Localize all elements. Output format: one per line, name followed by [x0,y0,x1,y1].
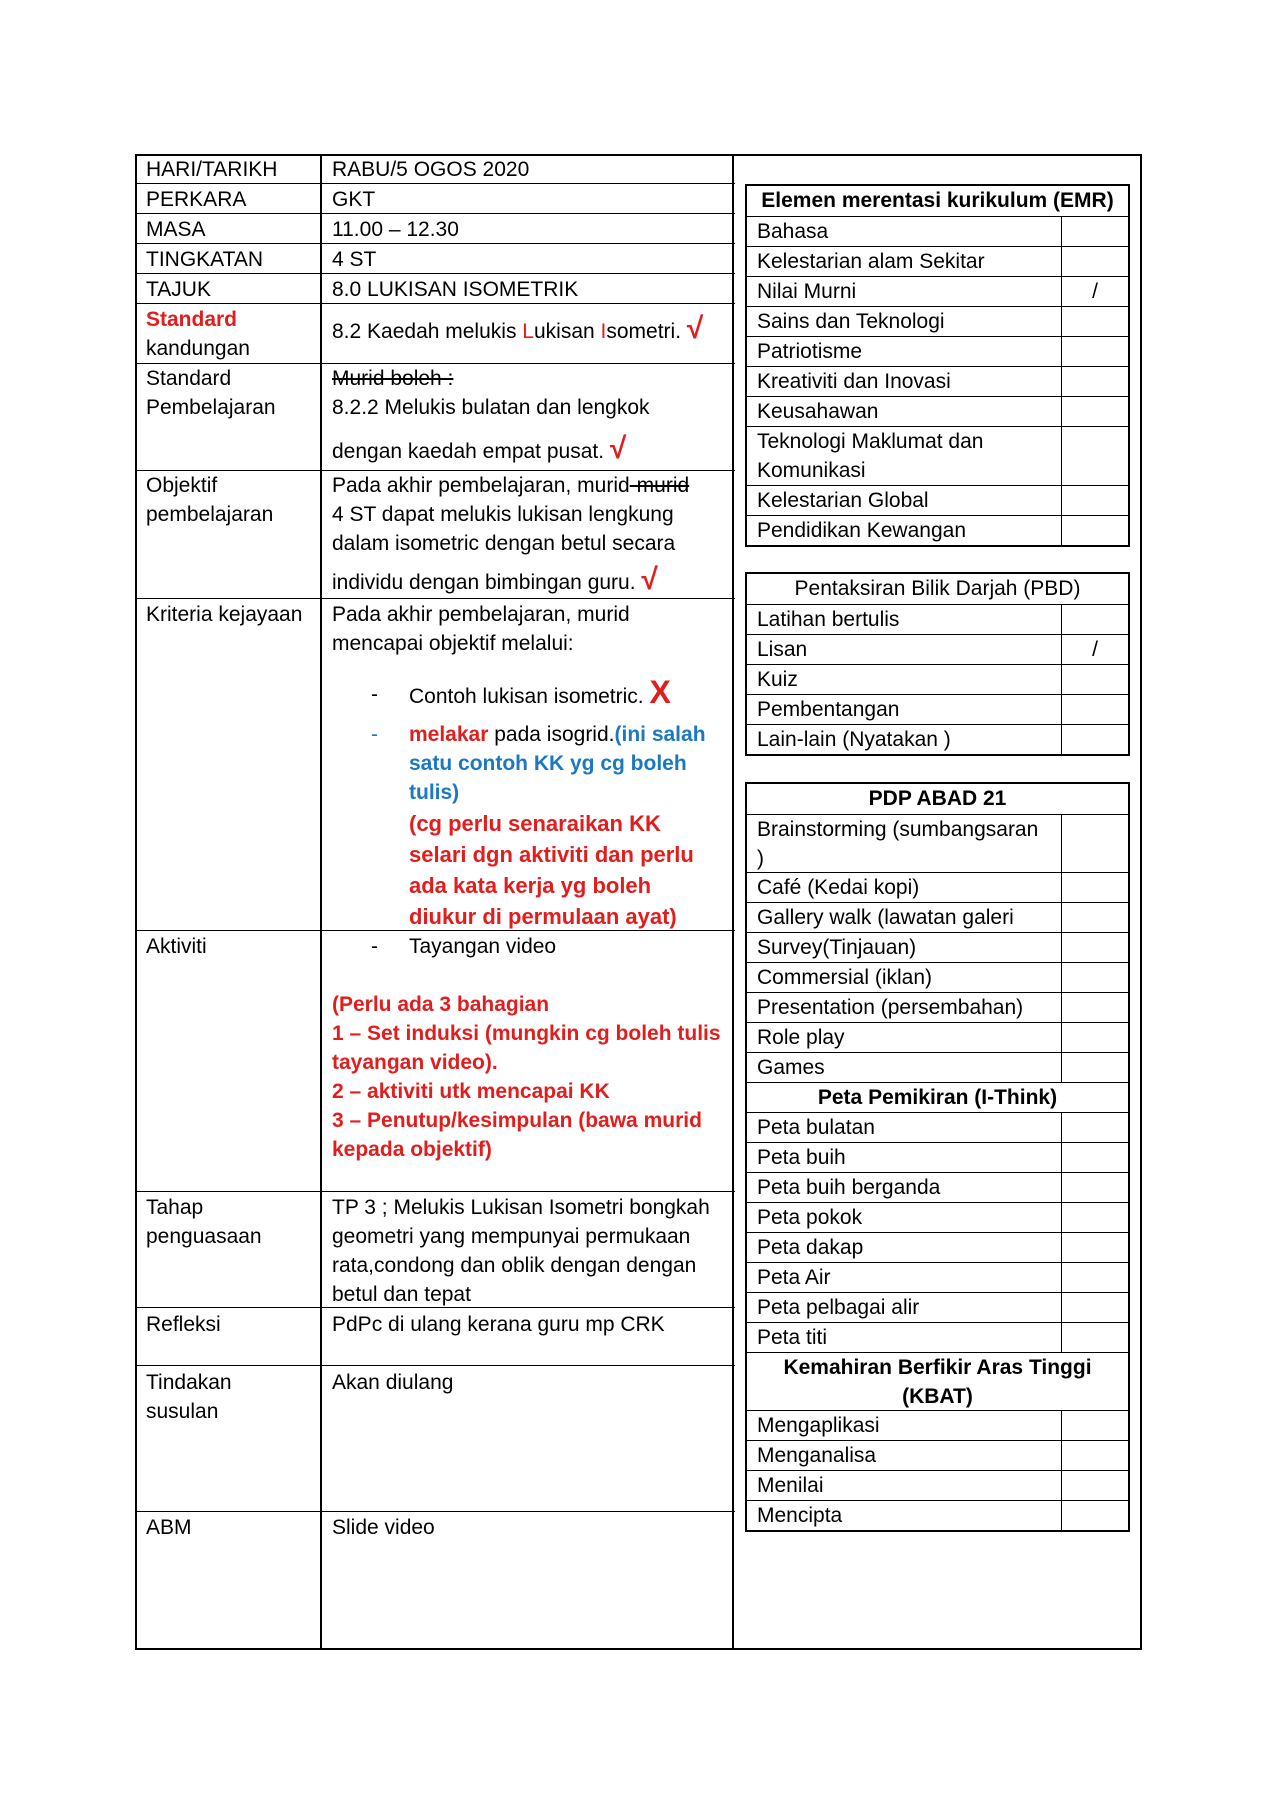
kbat-row: Mengaplikasi [747,1410,1128,1440]
ref-value: PdPc di ulang kerana guru mp CRK [332,1313,665,1336]
emr-row: Kelestarian alam Sekitar [747,246,1128,276]
emr-row: Keusahawan [747,396,1128,426]
pbd-row: Lisan / [747,634,1128,664]
emr-check-cell[interactable]: / [1061,277,1128,306]
ithink-row: Peta bulatan [747,1112,1128,1142]
sk-label-2: kandungan [146,337,250,360]
kk-bullet-2: melakar pada isogrid.(ini salah [409,723,706,746]
pbd-row: Pembentangan [747,694,1128,724]
kbat-check-cell[interactable] [1061,1441,1128,1470]
emr-check-cell[interactable] [1061,397,1128,426]
emr-row: Patriotisme [747,336,1128,366]
akt-label: Aktiviti [146,935,207,958]
kk-bullet-1: Contoh lukisan isometric. X [409,674,671,710]
tp-line-4: betul dan tepat [332,1283,471,1306]
kk-bullet-dash: - [371,683,378,706]
sp-label-1: Standard [146,367,232,390]
kbat-row: Menganalisa [747,1440,1128,1470]
ithink-row: Peta Air [747,1262,1128,1292]
akt-note-4: 2 – aktiviti utk mencapai KK [332,1080,610,1103]
pdp-check-cell[interactable] [1061,903,1128,932]
sp-strike: Murid boleh : [332,367,454,390]
ithink-check-cell[interactable] [1061,1293,1128,1322]
row-line [135,1191,735,1192]
tingkatan-value: 4 ST [332,248,377,271]
kk-bullet-2-cont-1: satu contoh KK yg cg boleh [409,752,687,775]
tp-label-2: penguasaan [146,1225,262,1248]
sp-value-2: dengan kaedah empat pusat. √ [332,432,627,465]
emr-row: Kreativiti dan Inovasi [747,366,1128,396]
akt-note-2: 1 – Set induksi (mungkin cg boleh tulis [332,1022,721,1045]
ithink-row: Peta pelbagai alir [747,1292,1128,1322]
kk-note-4: diukur di permulaan ayat) [409,904,677,929]
tick-mark: √ [641,563,658,596]
emr-row: Nilai Murni / [747,276,1128,306]
emr-check-cell[interactable] [1061,427,1128,485]
emr-check-cell[interactable] [1061,516,1128,545]
pdp-row: Café (Kedai kopi) [747,872,1128,902]
column-divider-2 [732,154,734,1650]
abm-label: ABM [146,1516,192,1539]
pdp-row: Games [747,1052,1128,1082]
pdp-check-cell[interactable] [1061,933,1128,962]
tingkatan-label: TINGKATAN [146,248,264,271]
akt-note-6: kepada objektif) [332,1138,492,1161]
emr-row: Sains dan Teknologi [747,306,1128,336]
emr-row: Kelestarian Global [747,485,1128,515]
pdp-check-cell[interactable] [1061,993,1128,1022]
kk-note-1: (cg perlu senaraikan KK [409,811,661,836]
kk-note-3: ada kata kerja yg boleh [409,873,652,898]
pdp-check-cell[interactable] [1061,873,1128,902]
row-line [135,1511,735,1512]
ithink-check-cell[interactable] [1061,1323,1128,1352]
emr-check-cell[interactable] [1061,217,1128,246]
obj-line-1: Pada akhir pembelajaran, murid-murid [332,474,690,497]
kbat-title: Kemahiran Berfikir Aras Tinggi (KBAT) [783,1356,1092,1408]
perkara-label: PERKARA [146,188,247,211]
sp-label-2: Pembelajaran [146,396,276,419]
tp-line-3: rata,condong dan oblik dengan dengan [332,1254,697,1277]
pdp-row: Survey(Tinjauan) [747,932,1128,962]
pdp-row: Presentation (persembahan) [747,992,1128,1022]
emr-table [745,184,1130,547]
emr-row: Pendidikan Kewangan [747,515,1128,545]
pbd-check-cell[interactable] [1061,725,1128,754]
obj-line-4: individu dengan bimbingan guru. √ [332,563,658,596]
ithink-title: Peta Pemikiran (I-Think) [817,1086,1058,1109]
pdp-check-cell[interactable] [1061,1023,1128,1052]
pbd-row: Lain-lain (Nyatakan ) [747,724,1128,754]
tick-mark: √ [609,432,627,465]
kbat-check-cell[interactable] [1061,1471,1128,1500]
ithink-check-cell[interactable] [1061,1173,1128,1202]
akt-note-3: tayangan video). [332,1051,498,1074]
ts-label-1: Tindakan [146,1371,232,1394]
emr-check-cell[interactable] [1061,307,1128,336]
pdp-title: PDP ABAD 21 [868,787,1007,810]
obj-line-3: dalam isometric dengan betul secara [332,532,676,555]
ts-label-2: susulan [146,1400,219,1423]
kbat-check-cell[interactable] [1061,1411,1128,1440]
kbat-row: Menilai [747,1470,1128,1500]
sp-value-1: 8.2.2 Melukis bulatan dan lengkok [332,396,650,419]
emr-title: Elemen merentasi kurikulum (EMR) [761,189,1114,212]
pdp-row: Brainstorming (sumbangsaran ) [747,814,1128,872]
hari-value: RABU/5 OGOS 2020 [332,158,530,181]
ithink-row: Peta pokok [747,1202,1128,1232]
perkara-value: GKT [332,188,376,211]
ithink-row: Peta dakap [747,1232,1128,1262]
kk-line-1: Pada akhir pembelajaran, murid [332,603,630,626]
ithink-header [747,1082,1128,1112]
ithink-check-cell[interactable] [1061,1203,1128,1232]
ithink-check-cell[interactable] [1061,1113,1128,1142]
tp-line-1: TP 3 ; Melukis Lukisan Isometri bongkah [332,1196,710,1219]
pbd-check-cell[interactable] [1061,605,1128,634]
kbat-check-cell[interactable] [1061,1501,1128,1530]
tick-mark: √ [686,312,704,345]
pdp-row: Commersial (iklan) [747,962,1128,992]
tajuk-label: TAJUK [146,278,211,301]
kk-bullet-2-cont-2: tulis) [409,781,460,804]
pbd-title: Pentaksiran Bilik Darjah (PBD) [794,577,1081,600]
masa-label: MASA [146,218,206,241]
ts-value: Akan diulang [332,1371,454,1394]
pbd-check-cell[interactable] [1061,665,1128,694]
akt-note-1: (Perlu ada 3 bahagian [332,993,550,1016]
tp-line-2: geometri yang mempunyai permukaan [332,1225,691,1248]
cross-mark: X [649,674,671,710]
sk-label-1: Standard [146,308,238,331]
kbat-header [747,1352,1128,1410]
abm-value: Slide video [332,1516,435,1539]
emr-row: Teknologi Maklumat dan Komunikasi [747,426,1128,485]
emr-check-cell[interactable] [1061,247,1128,276]
pdp-row: Role play [747,1022,1128,1052]
pdp-table [745,782,1130,1532]
pdp-check-cell[interactable] [1061,1053,1128,1082]
tp-label-1: Tahap [146,1196,204,1219]
emr-check-cell[interactable] [1061,367,1128,396]
pdp-check-cell[interactable] [1061,815,1128,872]
sk-value: 8.2 Kaedah melukis Lukisan Isometri. √ [332,312,704,345]
emr-header [747,186,1128,216]
kbat-row: Mencipta [747,1500,1128,1530]
akt-bullet-dash: - [371,935,378,958]
obj-label-2: pembelajaran [146,503,274,526]
ithink-row: Peta buih [747,1142,1128,1172]
ithink-check-cell[interactable] [1061,1263,1128,1292]
ithink-row: Peta buih berganda [747,1172,1128,1202]
masa-value: 11.00 – 12.30 [332,218,459,241]
kk-note-2: selari dgn aktiviti dan perlu [409,842,694,867]
pbd-header [747,574,1128,604]
ref-label: Refleksi [146,1313,221,1336]
pdp-header [747,784,1128,814]
obj-label-1: Objektif [146,474,218,497]
pbd-table [745,572,1130,756]
tajuk-value: 8.0 LUKISAN ISOMETRIK [332,278,579,301]
pbd-row: Latihan bertulis [747,604,1128,634]
ithink-check-cell[interactable] [1061,1233,1128,1262]
pbd-check-cell[interactable] [1061,695,1128,724]
ithink-check-cell[interactable] [1061,1143,1128,1172]
pbd-check-cell[interactable]: / [1061,635,1128,664]
emr-row: Bahasa [747,216,1128,246]
pdp-check-cell[interactable] [1061,963,1128,992]
akt-bullet-1: Tayangan video [409,935,557,958]
kk-label: Kriteria kejayaan [146,603,303,626]
hari-label: HARI/TARIKH [146,158,278,181]
row-line [135,1365,735,1366]
obj-line-2: 4 ST dapat melukis lukisan lengkung [332,503,674,526]
emr-check-cell[interactable] [1061,337,1128,366]
kk-bullet-dash-2: - [371,723,378,746]
akt-note-5: 3 – Penutup/kesimpulan (bawa murid [332,1109,702,1132]
row-line [135,598,735,599]
emr-check-cell[interactable] [1061,486,1128,515]
pdp-row: Gallery walk (lawatan galeri [747,902,1128,932]
kk-line-2: mencapai objektif melalui: [332,632,574,655]
column-divider-1 [320,154,322,1650]
ithink-row: Peta titi [747,1322,1128,1352]
pbd-row: Kuiz [747,664,1128,694]
